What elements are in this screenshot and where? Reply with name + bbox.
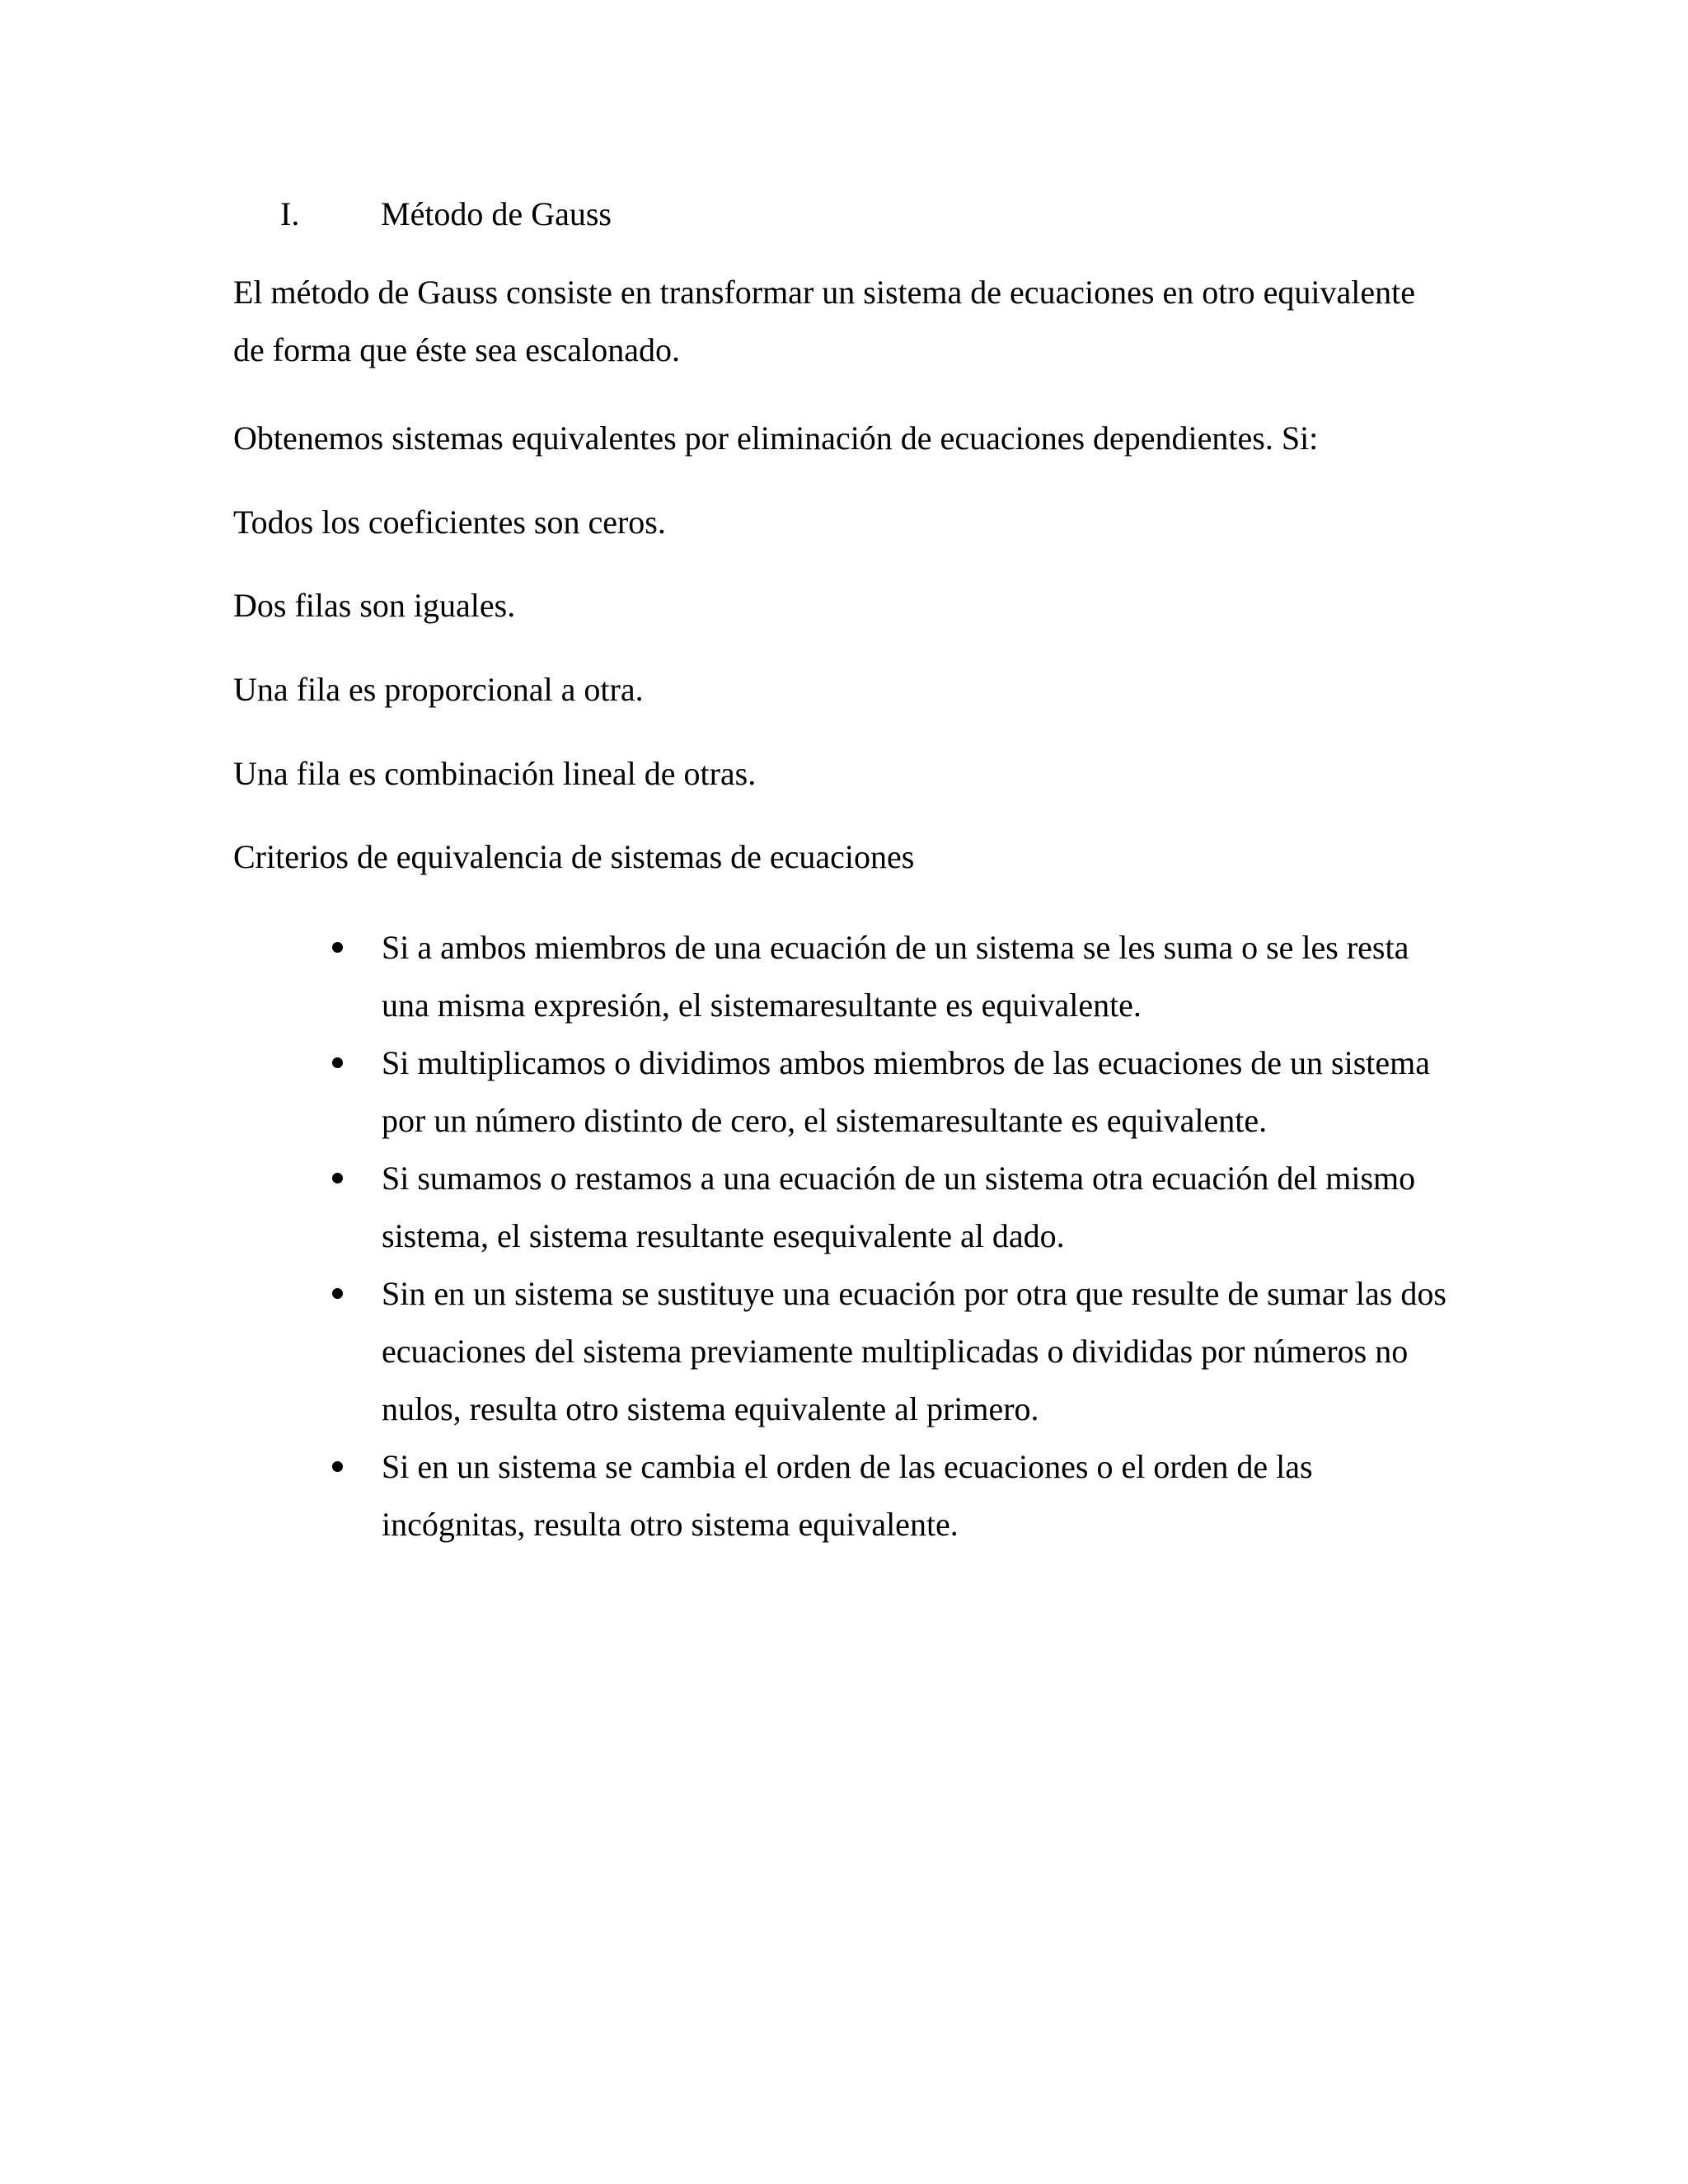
criteria-list — [0, 919, 1688, 1554]
list-item-text: Si sumamos o restamos a una ecuación de un sistema otra ecuación del mismo sistema, el sistema resultante esequivalente al dado. — [382, 1160, 1416, 1254]
list-item-text: Si multiplicamos o dividimos ambos miembros de las ecuaciones de un sistema por un número distinto de cero, el sistemaresultante es equivalente. — [382, 1044, 1431, 1139]
list-item — [0, 1265, 1453, 1438]
heading-title: Método de Gauss — [381, 195, 612, 232]
bullet-icon — [332, 1461, 343, 1472]
list-item — [0, 1438, 1453, 1554]
list-item — [0, 1150, 1453, 1265]
bullet-icon — [332, 1288, 343, 1299]
list-item-text: Si a ambos miembros de una ecuación de un sistema se les suma o se les resta una misma expresión, el sistemaresultante es equivalente. — [382, 929, 1409, 1024]
list-item-text: Sin en un sistema se sustituye una ecuación por otra que resulte de sumar las dos ecuaciones del sistema previamente multiplicadas o divididas por números no nulos, resulta otro sistema equivalente al primero. — [382, 1275, 1447, 1427]
bullet-icon — [332, 942, 343, 953]
equivalent-systems-paragraph: Obtenemos sistemas equivalentes por eliminación de ecuaciones dependientes. Si: — [233, 419, 1319, 457]
intro-paragraph: El método de Gauss consiste en transformar un sistema de ecuaciones en otro equivalente de forma que éste sea escalonado. — [233, 274, 1415, 368]
list-item — [0, 1034, 1453, 1150]
list-item — [0, 919, 1453, 1034]
bullet-icon — [332, 1057, 343, 1068]
condition-proportional-row: Una fila es proporcional a otra. — [233, 671, 644, 708]
condition-zeros: Todos los coeficientes son ceros. — [233, 504, 666, 541]
heading-number: I. — [280, 195, 300, 232]
list-item-text: Si en un sistema se cambia el orden de las ecuaciones o el orden de las incógnitas, resulta otro sistema equivalente. — [382, 1448, 1313, 1543]
condition-linear-combination: Una fila es combinación lineal de otras. — [233, 755, 757, 792]
condition-equal-rows: Dos filas son iguales. — [233, 587, 516, 624]
bullet-icon — [332, 1173, 343, 1183]
criteria-heading: Criterios de equivalencia de sistemas de ecuaciones — [233, 838, 915, 875]
